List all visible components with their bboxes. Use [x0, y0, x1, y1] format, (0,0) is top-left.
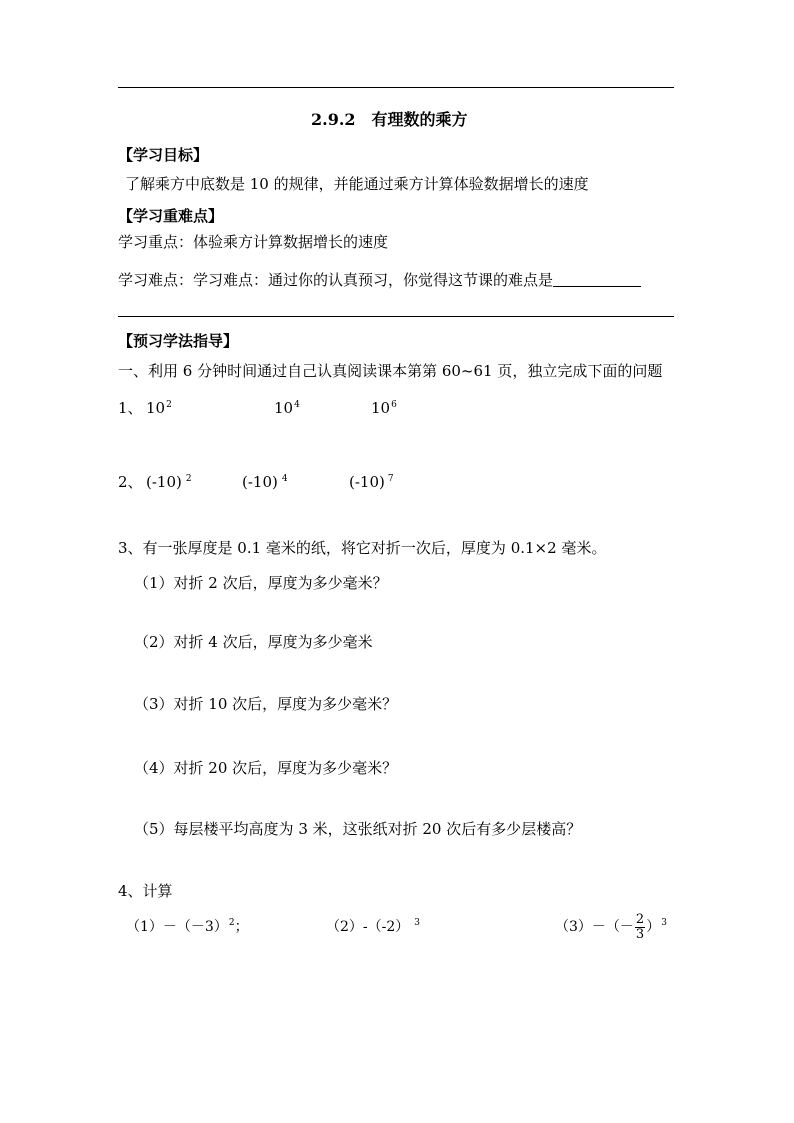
q4-part-3-post: ）	[646, 919, 661, 935]
q4-part-1-exp: 2	[228, 918, 235, 928]
q3-sub-4: （4）对折 20 次后，厚度为多少毫米？	[134, 759, 398, 777]
q2-item-3-base: (-10)	[349, 473, 385, 491]
goals-heading: 【学习目标】	[118, 146, 209, 164]
q3-sub-1: （1）对折 2 次后，厚度为多少毫米？	[134, 574, 388, 592]
q2-number: 2、	[118, 473, 143, 491]
difficulty-text: 学习难点：学习难点：通过你的认真预习，你觉得这节课的难点是	[118, 271, 554, 289]
top-rule	[118, 87, 674, 88]
q1-item-3-exp: 6	[391, 400, 397, 410]
q4-stem: 4、计算	[118, 882, 173, 900]
q1-item-2-base: 10	[274, 399, 294, 417]
q2-item-3-exp: 7	[387, 474, 394, 484]
q1-item-1-base: 10	[146, 399, 166, 417]
q4-part-2-expr: -（-2）	[362, 919, 410, 935]
q4-part-3-label: （3）	[555, 919, 592, 935]
q3-sub-3: （3）对折 10 次后，厚度为多少毫米？	[134, 695, 398, 713]
middle-rule	[118, 316, 674, 317]
page-title: 2.9.2 有理数的乘方	[311, 110, 468, 129]
q2-item-3	[349, 472, 394, 492]
q2-item-1	[146, 472, 192, 492]
fraction-denominator: 3	[635, 926, 645, 942]
q4-part-2-exp: 3	[414, 918, 421, 928]
fraction-numerator: 2	[635, 911, 645, 927]
q1-item-2-exp: 4	[294, 400, 300, 410]
q2-item-2	[242, 472, 288, 492]
q4-part-1-expr: －（－3）	[162, 919, 228, 935]
q1-item-1	[146, 398, 172, 418]
q2-item-1-exp: 2	[185, 474, 192, 484]
key-point-text: 学习重点：体验乘方计算数据增长的速度	[118, 233, 389, 251]
q1-item-1-exp: 2	[166, 400, 172, 410]
q4-part-1-tail: ；	[234, 919, 249, 935]
q1-item-3	[371, 398, 397, 418]
difficulty-line	[118, 270, 641, 290]
q2-item-2-base: (-10)	[242, 473, 278, 491]
q1-number: 1、	[118, 399, 143, 417]
q4-part-2	[326, 917, 420, 937]
q4-part-1-label: （1）	[126, 919, 163, 935]
q4-part-2-label: （2）	[326, 919, 363, 935]
keypoints-heading: 【学习重难点】	[118, 207, 224, 225]
q4-part-3-pre: －（－	[591, 919, 634, 935]
difficulty-answer-blank[interactable]	[553, 272, 641, 287]
q3-sub-2: （2）对折 4 次后，厚度为多少毫米	[134, 633, 373, 651]
goals-text: 了解乘方中底数是 10 的规律，并能通过乘方计算体验数据增长的速度	[125, 175, 589, 193]
q2-item-1-base: (-10)	[146, 473, 182, 491]
q4-part-3	[555, 907, 667, 947]
q1-item-3-base: 10	[371, 399, 391, 417]
q3-stem: 3、有一张厚度是 0.1 毫米的纸，将它对折一次后，厚度为 0.1×2 毫米。	[118, 539, 607, 557]
q4-part-1	[126, 917, 249, 937]
q4-part-3-exp: 3	[661, 918, 667, 928]
guide-intro: 一、利用 6 分钟时间通过自己认真阅读课本第第 60~61 页，独立完成下面的问题	[118, 362, 663, 380]
q1-item-2	[274, 398, 300, 418]
q3-sub-5: （5）每层楼平均高度为 3 米，这张纸对折 20 次后有多少层楼高？	[134, 820, 582, 838]
q4-part-3-fraction	[635, 913, 645, 942]
q2-item-2-exp: 4	[281, 474, 288, 484]
guide-heading: 【预习学法指导】	[118, 332, 239, 350]
